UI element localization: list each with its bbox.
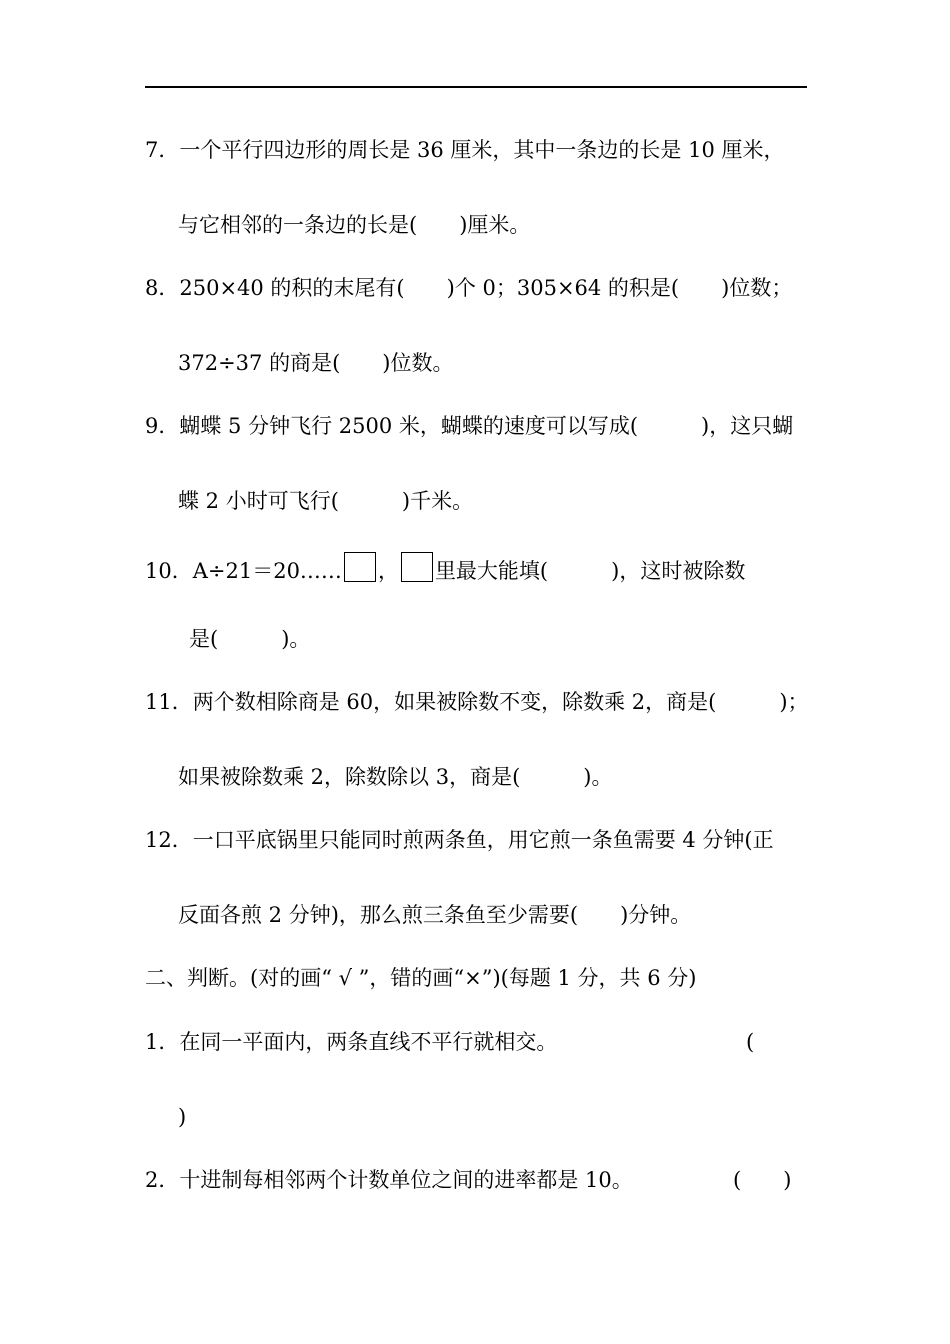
judge-2-paren[interactable]: ( ) [733, 1168, 792, 1192]
judge-2-text: 2．十进制每相邻两个计数单位之间的进率都是 10。 [145, 1168, 633, 1192]
header-rule [145, 86, 807, 88]
judge-1-paren-close[interactable]: ) [178, 1105, 187, 1129]
q10-rest: 里最大能填( )，这时被除数 [434, 559, 746, 583]
q7-line1: 7．一个平行四边形的周长是 36 厘米，其中一条边的长是 10 厘米， [145, 138, 785, 162]
q10-line1 [145, 552, 745, 582]
judge-1-paren-open[interactable]: ( [746, 1030, 755, 1054]
q10-comma: ， [377, 559, 399, 583]
q9-line2: 蝶 2 小时可飞行( )千米。 [178, 489, 474, 513]
q12-line2: 反面各煎 2 分钟)，那么煎三条鱼至少需要( )分钟。 [178, 903, 692, 927]
q8-line1: 8．250×40 的积的末尾有( )个 0；305×64 的积是( )位数； [145, 276, 793, 300]
q12-line1: 12．一口平底锅里只能同时煎两条鱼，用它煎一条鱼需要 4 分钟(正 [145, 828, 774, 852]
q10-line2: 是( )。 [189, 627, 311, 651]
q7-line2: 与它相邻的一条边的长是( )厘米。 [178, 213, 531, 237]
answer-box [401, 552, 433, 582]
q9-line1: 9．蝴蝶 5 分钟飞行 2500 米，蝴蝶的速度可以写成( )，这只蝴 [145, 414, 794, 438]
judge-1-text: 1．在同一平面内，两条直线不平行就相交。 [145, 1030, 558, 1054]
q11-line2: 如果被除数乘 2，除数除以 3，商是( )。 [178, 765, 613, 789]
section2-title: 二、判断。(对的画“ √ ”，错的画“×”)(每题 1 分，共 6 分) [145, 966, 697, 990]
remainder-box [344, 552, 376, 582]
q8-line2: 372÷37 的商是( )位数。 [178, 351, 454, 375]
q11-line1: 11．两个数相除商是 60，如果被除数不变，除数乘 2，商是( )； [145, 690, 809, 714]
q10-equation: 10．A÷21＝20…… [145, 559, 342, 583]
